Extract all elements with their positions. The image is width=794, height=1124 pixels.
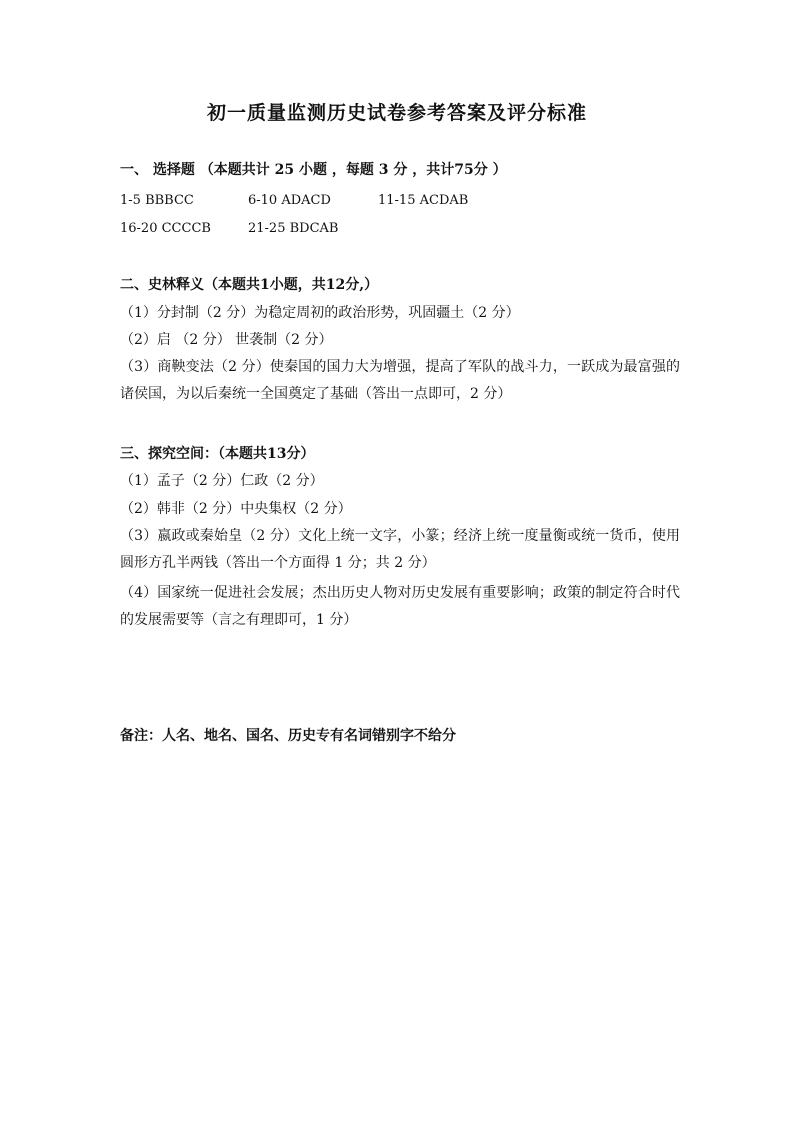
answer-row-2 [120, 219, 378, 239]
section3-item: （3）嬴政或秦始皇（2 分）文化上统一文字，小篆；经济上统一度量衡或统一货币，使用圆形方孔半两钱（答出一个方面得 1 分；共 2 分） [120, 528, 680, 571]
answer-group: 6-10 ADACD [248, 193, 331, 208]
answer-group: 16-20 CCCCB [120, 221, 211, 236]
section3-item: （1）孟子（2 分）仁政（2 分） [120, 473, 324, 489]
section2-item: （3）商鞅变法（2 分）使秦国的国力大为增强，提高了军队的战斗力，一跃成为最富强的诸侯国，为以后秦统一全国奠定了基础（答出一点即可，2 分） [120, 359, 680, 402]
section3-item: （4）国家统一促进社会发展；杰出历史人物对历史发展有重要影响；政策的制定符合时代的发展需要等（言之有理即可，1 分） [120, 585, 680, 628]
section2-item: （1）分封制（2 分）为稳定周初的政治形势，巩固疆土（2 分） [120, 305, 520, 321]
answer-group: 11-15 ACDAB [378, 193, 469, 208]
section1-heading: 一、 选择题 （本题共计 25 小题 ，每题 3 分 ，共计75分 ） [120, 162, 507, 178]
answer-group: 1-5 BBBCC [120, 193, 194, 208]
section2-item: （2）启 （2 分） 世袭制（2 分） [120, 332, 333, 348]
section3-heading: 三、探究空间：（本题共13分） [120, 446, 315, 462]
document-title: 初一质量监测历史试卷参考答案及评分标准 [206, 102, 587, 124]
footnote: 备注：人名、地名、国名、历史专有名词错别字不给分 [120, 728, 456, 744]
answer-row-1 [120, 191, 468, 211]
section2-heading: 二、史林释义（本题共1小题，共12分,） [120, 277, 379, 293]
answer-group: 21-25 BDCAB [248, 221, 339, 236]
section3-item: （2）韩非（2 分）中央集权（2 分） [120, 501, 352, 517]
